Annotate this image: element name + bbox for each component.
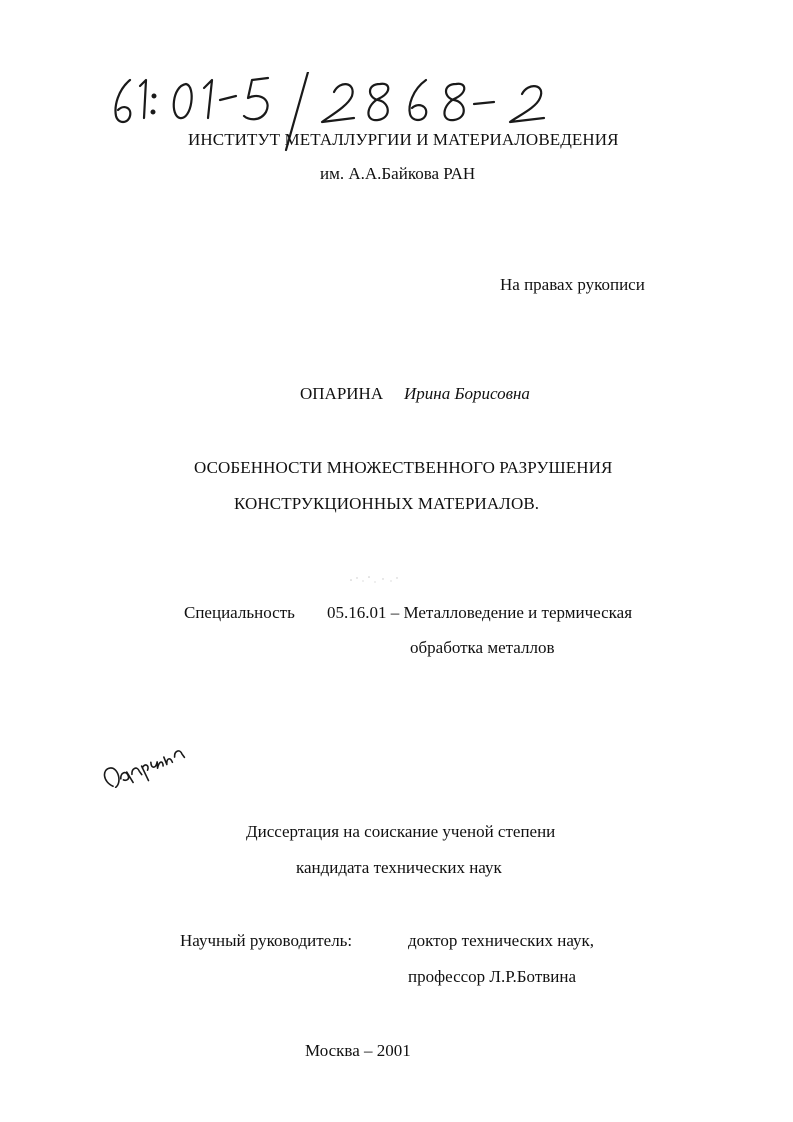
title-line-1: ОСОБЕННОСТИ МНОЖЕСТВЕННОГО РАЗРУШЕНИЯ (194, 458, 613, 477)
author-surname: ОПАРИНА (300, 384, 384, 403)
institute-name: ИНСТИТУТ МЕТАЛЛУРГИИ И МАТЕРИАЛОВЕДЕНИЯ (188, 130, 619, 149)
supervisor-label: Научный руководитель: (180, 931, 353, 950)
author-given-names: Ирина Борисовна (404, 384, 530, 403)
city-year: Москва – 2001 (305, 1041, 411, 1060)
handwritten-signature (96, 736, 186, 788)
specialty-name-continued: обработка металлов (410, 638, 555, 657)
rights-note: На правах рукописи (500, 275, 645, 294)
specialty-code-and-name: 05.16.01 – Металловедение и термическая (327, 603, 633, 622)
scan-speckle (345, 572, 405, 588)
supervisor-degree: доктор технических наук, (408, 931, 595, 950)
specialty-label: Специальность (184, 603, 295, 622)
title-line-2: КОНСТРУКЦИОННЫХ МАТЕРИАЛОВ. (234, 494, 540, 513)
institute-subtitle: им. А.А.Байкова РАН (320, 164, 476, 183)
dissertation-line-1: Диссертация на соискание ученой степени (246, 822, 556, 841)
supervisor-name: профессор Л.Р.Ботвина (408, 967, 577, 986)
dissertation-line-2: кандидата технических наук (296, 858, 502, 877)
